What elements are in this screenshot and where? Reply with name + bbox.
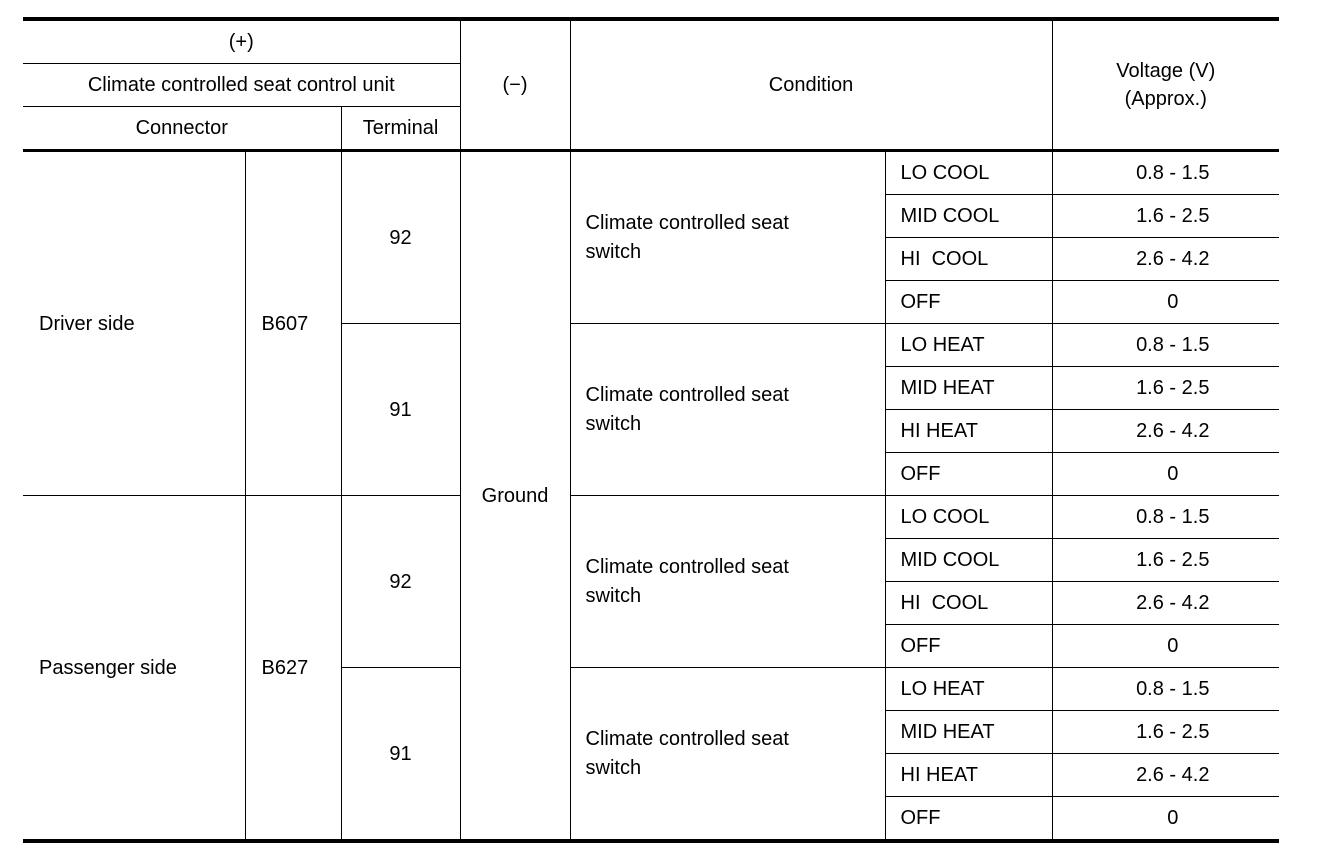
connector-id: B627 — [245, 496, 341, 842]
table-row — [23, 496, 1279, 539]
switch-mode: OFF — [885, 797, 1052, 842]
voltage-value: 0 — [1052, 625, 1279, 668]
terminal-header: Terminal — [341, 107, 460, 151]
switch-mode: HI HEAT — [885, 410, 1052, 453]
switch-mode: OFF — [885, 453, 1052, 496]
switch-mode: MID HEAT — [885, 711, 1052, 754]
voltage-value: 1.6 - 2.5 — [1052, 195, 1279, 238]
voltage-header-line2: (Approx.) — [1124, 88, 1207, 110]
terminal-number: 92 — [341, 496, 460, 668]
voltage-value: 0.8 - 1.5 — [1052, 324, 1279, 367]
switch-mode: OFF — [885, 281, 1052, 324]
voltage-header — [1052, 19, 1279, 151]
terminal-number: 92 — [341, 151, 460, 324]
minus-header: (−) — [460, 19, 570, 151]
connector-id: B607 — [245, 151, 341, 496]
switch-label: Climate controlled seat switch — [585, 727, 789, 779]
switch-label: Climate controlled seat switch — [585, 211, 789, 263]
plus-header: (+) — [23, 19, 460, 64]
switch-condition — [570, 151, 885, 324]
switch-mode: LO COOL — [885, 151, 1052, 195]
table-body — [23, 19, 1279, 841]
side-name: Passenger side — [23, 496, 245, 842]
voltage-value: 0 — [1052, 281, 1279, 324]
terminal-number: 91 — [341, 324, 460, 496]
voltage-header-line1: Voltage (V) — [1116, 60, 1216, 82]
voltage-value: 0 — [1052, 797, 1279, 842]
voltage-spec-table — [23, 17, 1279, 843]
switch-mode: MID HEAT — [885, 367, 1052, 410]
switch-label: Climate controlled seat switch — [585, 383, 789, 435]
terminal-number: 91 — [341, 668, 460, 842]
voltage-value: 2.6 - 4.2 — [1052, 754, 1279, 797]
voltage-value: 1.6 - 2.5 — [1052, 711, 1279, 754]
switch-mode: LO HEAT — [885, 324, 1052, 367]
switch-mode: LO HEAT — [885, 668, 1052, 711]
switch-mode: HI HEAT — [885, 754, 1052, 797]
voltage-value: 2.6 - 4.2 — [1052, 238, 1279, 281]
switch-condition — [570, 496, 885, 668]
voltage-value: 2.6 - 4.2 — [1052, 410, 1279, 453]
ground-label: Ground — [460, 151, 570, 842]
switch-mode: LO COOL — [885, 496, 1052, 539]
voltage-value: 0 — [1052, 453, 1279, 496]
voltage-value: 0.8 - 1.5 — [1052, 496, 1279, 539]
switch-label: Climate controlled seat switch — [585, 555, 789, 607]
voltage-value: 2.6 - 4.2 — [1052, 582, 1279, 625]
connector-header: Connector — [23, 107, 341, 151]
voltage-value: 1.6 - 2.5 — [1052, 539, 1279, 582]
switch-mode: MID COOL — [885, 539, 1052, 582]
switch-mode: MID COOL — [885, 195, 1052, 238]
control-unit-header: Climate controlled seat control unit — [23, 64, 460, 107]
condition-header: Condition — [570, 19, 1052, 151]
switch-condition — [570, 324, 885, 496]
switch-mode: HI COOL — [885, 582, 1052, 625]
switch-mode: OFF — [885, 625, 1052, 668]
switch-mode: HI COOL — [885, 238, 1052, 281]
switch-condition — [570, 668, 885, 842]
table-row — [23, 151, 1279, 195]
side-name: Driver side — [23, 151, 245, 496]
voltage-value: 0.8 - 1.5 — [1052, 668, 1279, 711]
voltage-value: 0.8 - 1.5 — [1052, 151, 1279, 195]
voltage-value: 1.6 - 2.5 — [1052, 367, 1279, 410]
